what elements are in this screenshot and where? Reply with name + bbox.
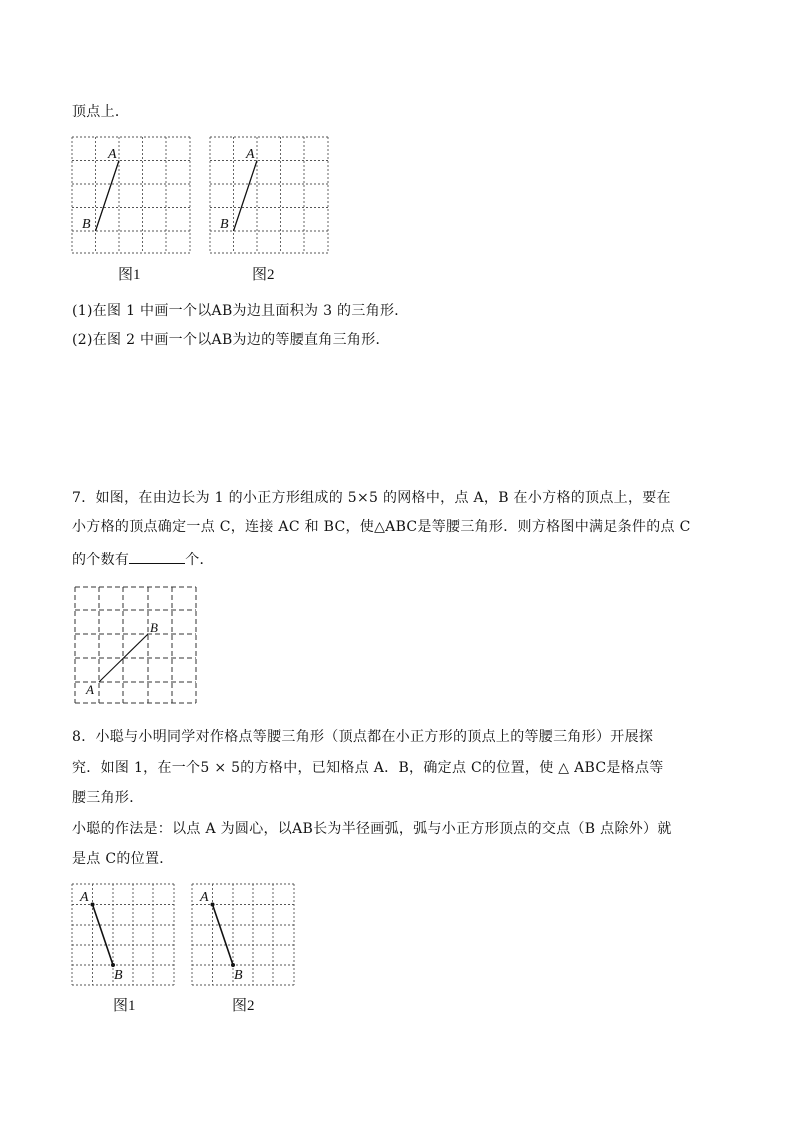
q7-figure-grid: [70, 584, 202, 706]
q7-line-3: [72, 549, 214, 570]
segment-ab: [96, 161, 120, 232]
q6-figure-1-grid: [70, 135, 194, 257]
segment-ab: [93, 905, 114, 966]
q6-part-2: (2)在图 2 中画一个以AB为边的等腰直角三角形．: [72, 332, 390, 348]
q8-line-2: 究．如图 1，在一个5 × 5的方格中，已知格点 A．B，确定点 C的位置，使 △ ABC是格点等: [72, 760, 664, 776]
q6-intro-tail: 顶点上．: [72, 104, 130, 120]
point-a-dot: [91, 903, 95, 907]
q7-line-2: 小方格的顶点确定一点 C，连接 AC 和 BC，使△ABC是等腰三角形．则方格图中满足条件的点 C: [72, 519, 691, 535]
q6-figure-2-grid: [208, 135, 332, 257]
point-b-label: B: [82, 217, 91, 232]
q8-figure-1-caption: 图1: [113, 998, 136, 1014]
point-a-dot: [211, 903, 215, 907]
q8-line-5: 是点 C的位置．: [72, 851, 174, 867]
q7-line-3-after: 个．: [185, 552, 214, 568]
answer-blank[interactable]: [129, 549, 185, 564]
point-a-label: A: [200, 890, 209, 905]
q7-line-3-before: 的个数有: [72, 552, 130, 568]
point-b-label: B: [220, 217, 229, 232]
q6-figure-2-caption: 图2: [252, 267, 275, 283]
q8-figure-2-grid: [190, 882, 298, 988]
point-b-dot: [111, 963, 115, 967]
point-b-label: B: [150, 620, 158, 635]
point-b-dot: [231, 963, 235, 967]
point-a-label: A: [246, 147, 255, 162]
point-a-label: A: [108, 147, 117, 162]
q7-line-1: 7．如图，在由边长为 1 的小正方形组成的 5×5 的网格中，点 A，B 在小方格的顶点上，要在: [72, 490, 671, 506]
point-a-label: A: [80, 890, 89, 905]
q8-line-3: 腰三角形．: [72, 790, 144, 806]
point-a-label: A: [86, 682, 94, 697]
point-b-label: B: [114, 968, 123, 983]
segment-ab: [234, 161, 258, 232]
q6-part-1: (1)在图 1 中画一个以AB为边且面积为 3 的三角形．: [72, 303, 409, 319]
q8-figure-1-grid: [70, 882, 178, 988]
point-b-label: B: [234, 968, 243, 983]
q8-line-1: 8．小聪与小明同学对作格点等腰三角形（顶点都在小正方形的顶点上的等腰三角形）开展探: [72, 729, 654, 745]
q8-figure-2-caption: 图2: [232, 998, 255, 1014]
q6-figure-1-caption: 图1: [118, 267, 141, 283]
segment-ab: [213, 905, 234, 966]
q8-line-4: 小聪的作法是：以点 A 为圆心，以AB长为半径画弧，弧与小正方形顶点的交点（B 点除外）就: [72, 821, 672, 837]
